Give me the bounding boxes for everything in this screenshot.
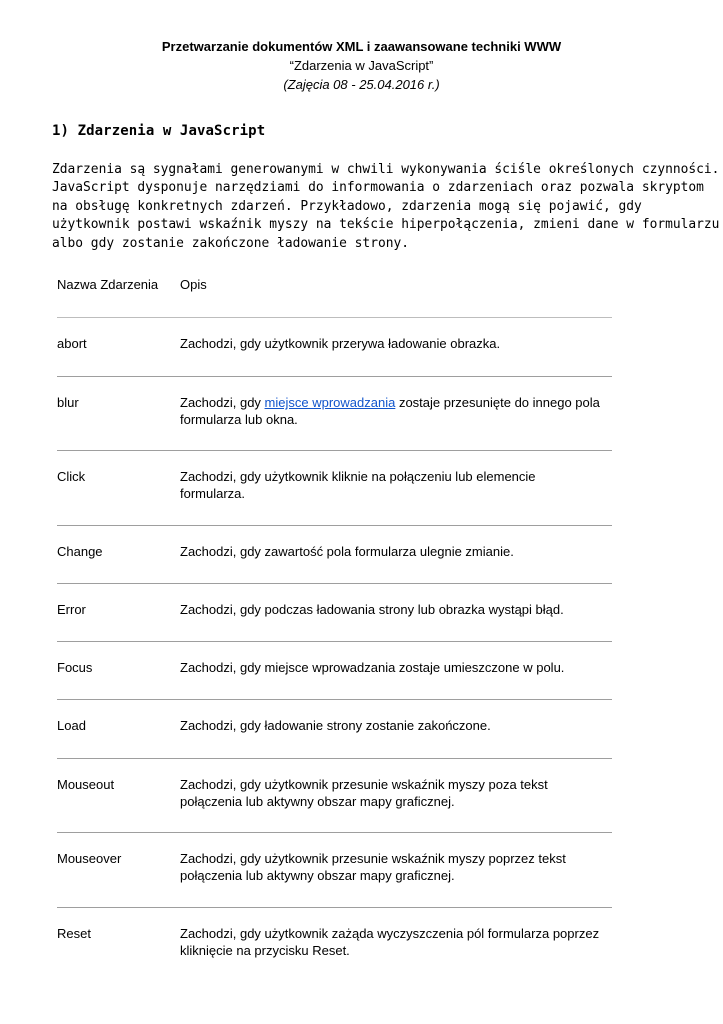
link-miejsce-wprowadzania[interactable]: miejsce wprowadzania — [264, 395, 396, 410]
document-date: (Zajęcia 08 - 25.04.2016 r.) — [283, 77, 440, 92]
event-description — [180, 601, 612, 641]
description-line: Zachodzi, gdy zawartość pola formularza ulegnie zmianie. — [180, 544, 514, 559]
document-title: Przetwarzanie dokumentów XML i zaawansowane techniki WWW — [161, 39, 562, 54]
description-line: Zachodzi, gdy użytkownik przesunie wskaźnik myszy poza tekst — [180, 777, 548, 792]
intro-line: na obsługę konkretnych zdarzeń. Przykładowo, zdarzenia mogą się pojawić, gdy — [52, 198, 642, 214]
table-row — [57, 584, 612, 642]
intro-line: Zdarzenia są sygnałami generowanymi w chwili wykonywania ściśle określonych czynności. — [52, 162, 720, 177]
document-header — [0, 37, 723, 94]
table-header-row — [57, 271, 612, 318]
table-row — [57, 526, 612, 584]
description-line: Zachodzi, gdy podczas ładowania strony lub obrazka wystąpi błąd. — [180, 602, 564, 617]
event-description — [180, 717, 612, 758]
description-line: Zachodzi, gdy użytkownik przesunie wskaźnik myszy poprzez tekst — [180, 851, 566, 866]
event-name: Change — [57, 544, 103, 559]
table-row — [57, 700, 612, 759]
event-description — [180, 659, 612, 699]
event-description — [180, 543, 612, 583]
column-header-description: Opis — [180, 277, 207, 292]
event-name: Error — [57, 602, 86, 617]
table-row — [57, 318, 612, 377]
event-description — [180, 468, 612, 525]
description-text: zostaje przesunięte do innego pola — [395, 395, 600, 410]
description-line: Zachodzi, gdy miejsce wprowadzania zostaje umieszczone w polu. — [180, 660, 565, 675]
event-description — [180, 394, 612, 450]
event-description — [180, 850, 612, 907]
event-name: Focus — [57, 660, 93, 675]
description-line: Zachodzi, gdy ładowanie strony zostanie zakończone. — [180, 718, 491, 733]
events-table — [57, 271, 612, 968]
description-line: połączenia lub aktywny obszar mapy graficznej. — [180, 794, 455, 809]
table-row — [57, 908, 612, 968]
description-line: formularza. — [180, 486, 246, 501]
description-line: połączenia lub aktywny obszar mapy graficznej. — [180, 868, 455, 883]
description-line: formularza lub okna. — [180, 412, 298, 427]
table-row — [57, 377, 612, 451]
event-description — [180, 776, 612, 832]
event-name: Load — [57, 718, 86, 733]
column-header-event-name: Nazwa Zdarzenia — [57, 277, 159, 292]
description-line: Zachodzi, gdy użytkownik kliknie na połączeniu lub elemencie — [180, 469, 536, 484]
intro-line: JavaScript dysponuje narzędziami do informowania o zdarzeniach oraz pozwala skryptom — [52, 180, 704, 196]
table-row — [57, 642, 612, 700]
event-name: Reset — [57, 926, 91, 941]
description-line: Zachodzi, gdy użytkownik przerywa ładowanie obrazka. — [180, 336, 501, 351]
description-text: Zachodzi, gdy — [180, 395, 265, 410]
event-name: Mouseout — [57, 777, 115, 792]
section-heading: 1) Zdarzenia w JavaScript — [52, 123, 266, 139]
description-line — [180, 394, 612, 411]
event-name: abort — [57, 336, 87, 351]
event-name: blur — [57, 395, 79, 410]
event-name: Click — [57, 469, 86, 484]
intro-line: użytkownik postawi wskaźnik myszy na tekście hiperpołączenia, zmieni dane w formularzu — [52, 217, 720, 233]
description-line: kliknięcie na przycisku Reset. — [180, 943, 350, 958]
event-description — [180, 925, 612, 968]
event-name: Mouseover — [57, 851, 122, 866]
table-row — [57, 759, 612, 833]
intro-line: albo gdy zostanie zakończone ładowanie strony. — [52, 235, 409, 251]
event-description — [180, 335, 612, 376]
intro-paragraph — [52, 161, 720, 253]
table-row — [57, 451, 612, 526]
table-row — [57, 833, 612, 908]
document-subtitle: “Zdarzenia w JavaScript” — [289, 58, 434, 73]
description-line: Zachodzi, gdy użytkownik zażąda wyczyszczenia pól formularza poprzez — [180, 926, 600, 941]
